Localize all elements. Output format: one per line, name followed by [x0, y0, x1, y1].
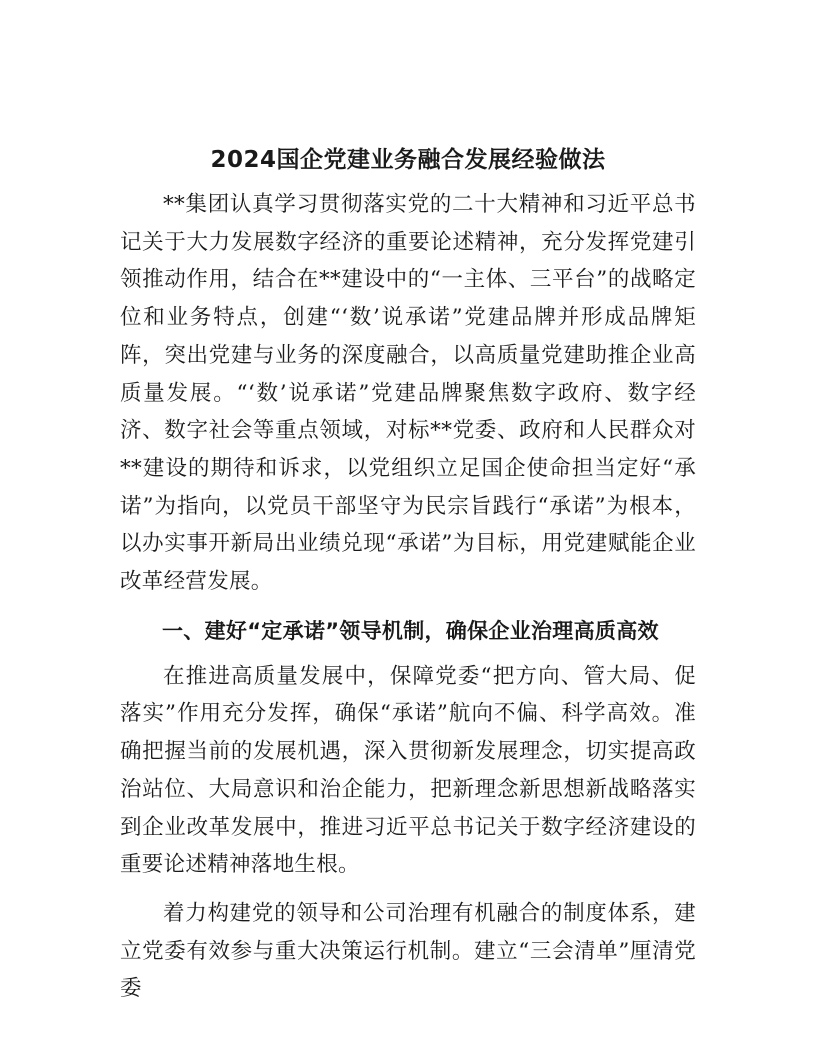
document-title: 2024国企党建业务融合发展经验做法	[210, 147, 606, 173]
intro-paragraph: **集团认真学习贯彻落实党的二十大精神和习近平总书记关于大力发展数字经济的重要论述精神，充分发挥党建引领推动作用，结合在**建设中的“一主体、三平台”的战略定位和业务特点，创建“‘数’说承诺”党建品牌并形成品牌矩阵，突出党建与业务的深度融合，以高质量党建助推企业高质量发展。“‘数’说承诺”党建品牌聚焦数字政府、数字经济、数字社会等重点领域，对标**党委、政府和人民群众对**建设的期待和诉求，以党组织立足国企使命担当定好“承诺”为指向，以党员干部坚守为民宗旨践行“承诺”为根本，以办实事开新局出业绩兑现“承诺”为目标，用党建赋能企业改革经营发展。	[120, 192, 696, 595]
document-body	[120, 140, 696, 1019]
section1-paragraph-2: 着力构建党的领导和公司治理有机融合的制度体系，建立党委有效参与重大决策运行机制。建立“三会清单”厘清党委	[120, 900, 696, 1002]
section-heading-1: 一、建好“定承诺”领导机制，确保企业治理高质高效	[162, 618, 659, 643]
section1-paragraph-1: 在推进高质量发展中，保障党委“把方向、管大局、促落实”作用充分发挥，确保“承诺”航向不偏、科学高效。准确把握当前的发展机遇，深入贯彻新发展理念，切实提高政治站位、大局意识和治企能力，把新理念新思想新战略落实到企业改革发展中，推进习近平总书记关于数字经济建设的重要论述精神落地生根。	[120, 663, 696, 878]
